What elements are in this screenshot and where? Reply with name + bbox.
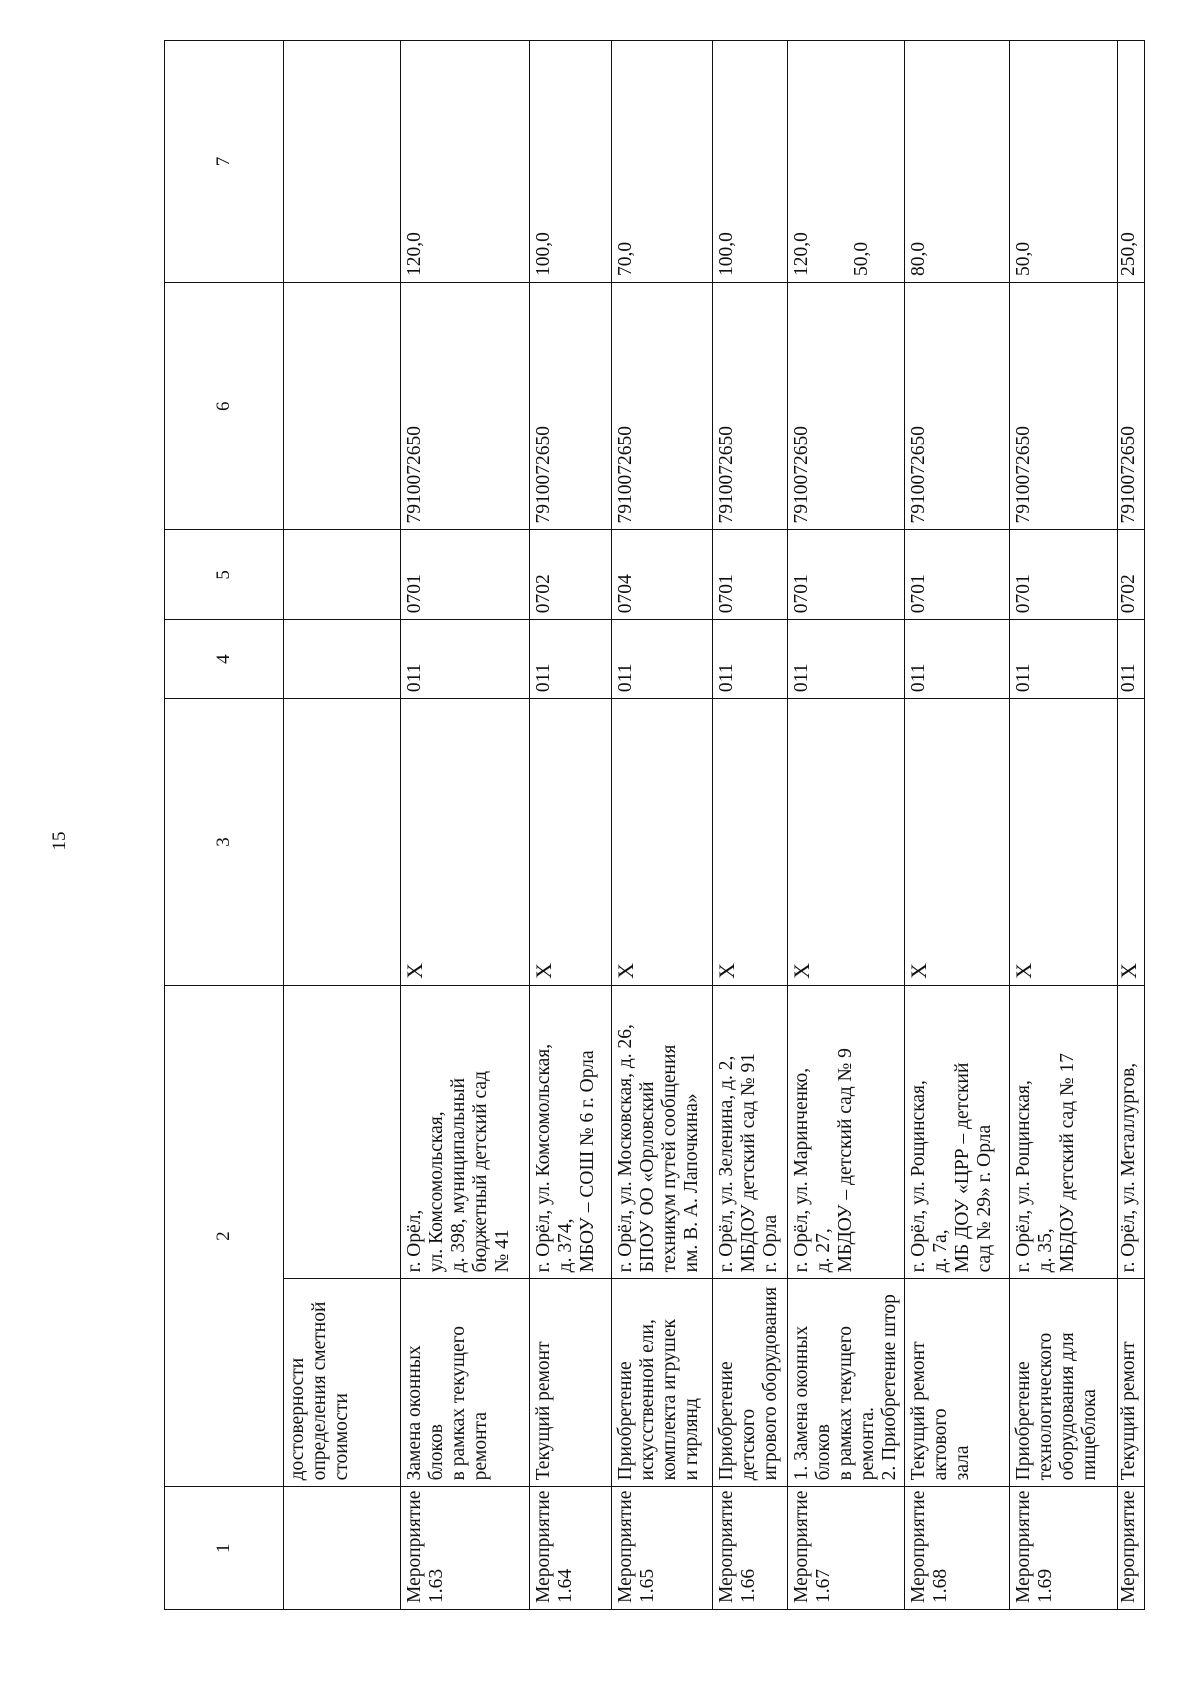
cell-col4: 011 <box>530 620 612 699</box>
table-row <box>1010 41 1118 1610</box>
cell-id: Мероприятие 1.66 <box>713 1487 788 1610</box>
cell-description: 1. Замена оконных блоков в рамках текущего ремонта. 2. Приобретение штор <box>788 1279 905 1487</box>
cell-description: Приобретение технологического оборудования для пищеблока <box>1010 1279 1118 1487</box>
cell-id: Мероприятие 1.68 <box>905 1487 1010 1610</box>
table-row <box>713 41 788 1610</box>
cell-col7 <box>788 41 905 283</box>
cell-col6: 7910072650 <box>788 283 905 530</box>
header-col-5: 5 <box>165 530 284 620</box>
cell-id: Мероприятие 1.63 <box>401 1487 530 1610</box>
cell-col7 <box>284 41 401 283</box>
cell-col3: X <box>788 699 905 986</box>
cell-id: Мероприятие 1.64 <box>530 1487 612 1610</box>
cell-col7 <box>713 41 788 283</box>
cell-col7 <box>1010 41 1118 283</box>
cell-col5: 0701 <box>401 530 530 620</box>
cell-col6: 7910072650 <box>713 283 788 530</box>
cell-description: Приобретение искусственной ели, комплекта игрушек и гирлянд <box>612 1279 713 1487</box>
header-col-7: 7 <box>165 41 284 283</box>
cell-description: Текущий ремонт <box>1118 1279 1145 1487</box>
table-row <box>788 41 905 1610</box>
table-row <box>401 41 530 1610</box>
amount-value: 120,0 <box>791 232 812 277</box>
cell-col7 <box>530 41 612 283</box>
page-number: 15 <box>49 831 70 851</box>
cell-col5 <box>284 530 401 620</box>
cell-description: достоверности определения сметной стоимости <box>284 1279 401 1487</box>
cell-description: Текущий ремонт актового зала <box>905 1279 1010 1487</box>
cell-col4: 011 <box>788 620 905 699</box>
table-row <box>905 41 1010 1610</box>
cell-col4: 011 <box>612 620 713 699</box>
header-col-3: 3 <box>165 699 284 986</box>
cell-address: г. Орёл, ул. Металлургов, <box>1118 985 1145 1278</box>
cell-address: г. Орёл, ул. Комсомольская, д. 398, муниципальный бюджетный детский сад № 41 <box>401 985 530 1278</box>
cell-col7 <box>401 41 530 283</box>
amount-value-secondary: 50,0 <box>851 241 872 277</box>
cell-id: Мероприятие 1.67 <box>788 1487 905 1610</box>
cell-col5: 0701 <box>1010 530 1118 620</box>
amount-value: 100,0 <box>533 232 554 277</box>
cell-col6: 7910072650 <box>905 283 1010 530</box>
cell-col7 <box>1118 41 1145 283</box>
cell-col4: 011 <box>713 620 788 699</box>
table-row <box>612 41 713 1610</box>
header-col-4: 4 <box>165 620 284 699</box>
cell-address: г. Орёл, ул. Маринченко, д. 27, МБДОУ – детский сад № 9 <box>788 985 905 1278</box>
cell-col7 <box>905 41 1010 283</box>
cell-col3: X <box>401 699 530 986</box>
amount-value: 120,0 <box>404 232 425 277</box>
cell-col3 <box>284 699 401 986</box>
cell-id: Мероприятие 1.65 <box>612 1487 713 1610</box>
cell-id <box>284 1487 401 1610</box>
header-col-2: 2 <box>165 985 284 1486</box>
cell-id: Мероприятие <box>1118 1487 1145 1610</box>
cell-col5: 0702 <box>530 530 612 620</box>
cell-col3: X <box>612 699 713 986</box>
header-col-1: 1 <box>165 1487 284 1610</box>
cell-col4: 011 <box>401 620 530 699</box>
rotated-table-container <box>164 40 1141 1610</box>
table-row <box>1118 41 1145 1610</box>
table-row-continuation <box>284 41 401 1610</box>
amount-value: 70,0 <box>615 241 636 277</box>
cell-col6: 7910072650 <box>1118 283 1145 530</box>
cell-address: г. Орёл, ул. Московская, д. 26, БПОУ ОО «Орловский техникум путей сообщения им. В. А. Лапочкина» <box>612 985 713 1278</box>
cell-col3: X <box>530 699 612 986</box>
cell-col3: X <box>905 699 1010 986</box>
cell-description: Замена оконных блоков в рамках текущего ремонта <box>401 1279 530 1487</box>
cell-col6 <box>284 283 401 530</box>
cell-col4 <box>284 620 401 699</box>
cell-col3: X <box>1118 699 1145 986</box>
cell-description: Приобретение детского игрового оборудования <box>713 1279 788 1487</box>
amount-value: 250,0 <box>1118 232 1139 277</box>
amount-value: 80,0 <box>908 241 929 277</box>
cell-id: Мероприятие 1.69 <box>1010 1487 1118 1610</box>
cell-col6: 7910072650 <box>1010 283 1118 530</box>
cell-address: г. Орёл, ул. Зеленина, д. 2, МБДОУ детский сад № 91 г. Орла <box>713 985 788 1278</box>
header-row <box>165 41 284 1610</box>
cell-col4: 011 <box>905 620 1010 699</box>
table-row <box>530 41 612 1610</box>
cell-col5: 0704 <box>612 530 713 620</box>
cell-col3: X <box>713 699 788 986</box>
activities-table <box>164 40 1145 1610</box>
cell-col6: 7910072650 <box>612 283 713 530</box>
cell-col5: 0701 <box>713 530 788 620</box>
cell-col5: 0701 <box>788 530 905 620</box>
amount-value: 100,0 <box>716 232 737 277</box>
amount-value: 50,0 <box>1013 241 1034 277</box>
cell-col7 <box>612 41 713 283</box>
cell-address: г. Орёл, ул. Комсомольская, д. 374, МБОУ – СОШ № 6 г. Орла <box>530 985 612 1278</box>
cell-col6: 7910072650 <box>401 283 530 530</box>
cell-address: г. Орёл, ул. Рощинская, д. 35, МБДОУ детский сад № 17 <box>1010 985 1118 1278</box>
cell-address: г. Орёл, ул. Рощинская, д. 7а, МБ ДОУ «ЦРР – детский сад № 29» г. Орла <box>905 985 1010 1278</box>
cell-col3: X <box>1010 699 1118 986</box>
cell-col5: 0701 <box>905 530 1010 620</box>
cell-col6: 7910072650 <box>530 283 612 530</box>
cell-col5: 0702 <box>1118 530 1145 620</box>
cell-description: Текущий ремонт <box>530 1279 612 1487</box>
cell-col4: 011 <box>1010 620 1118 699</box>
cell-address <box>284 985 401 1278</box>
cell-col4: 011 <box>1118 620 1145 699</box>
header-col-6: 6 <box>165 283 284 530</box>
